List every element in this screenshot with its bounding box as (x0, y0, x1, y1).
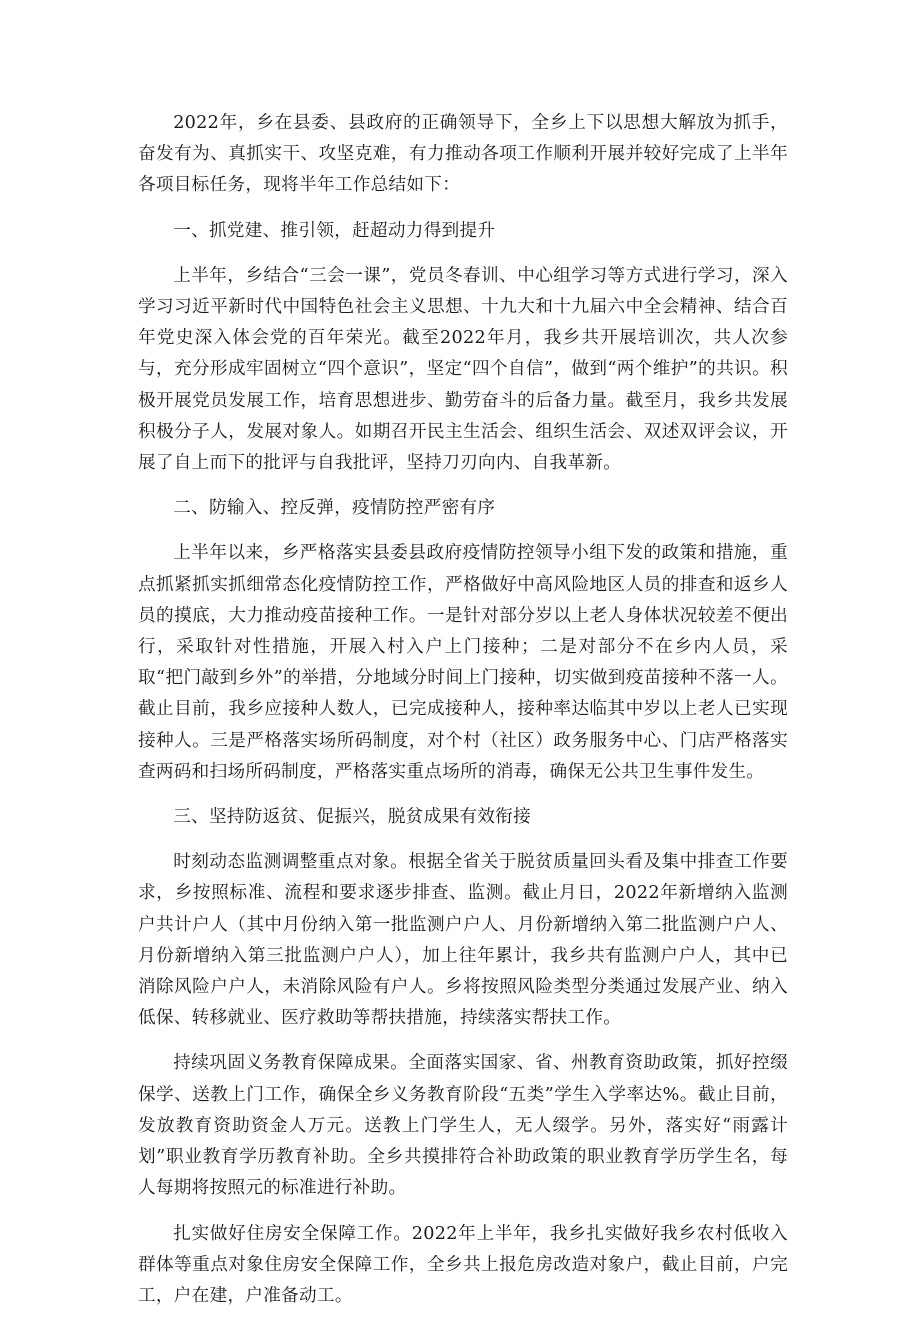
section-3-paragraph-1: 时刻动态监测调整重点对象。根据全省关于脱贫质量回头看及集中排查工作要求，乡按照标准、流程和要求逐步排查、监测。截止月日，2022年新增纳入监测户共计户人（其中月份纳入第一批监测户户人、月份新增纳入第二批监测户户人、月份新增纳入第三批监测户户人），加上往年累计，我乡共有监测户户人，其中已消除风险户户人，未消除风险有户人。乡将按照风险类型分类通过发展产业、纳入低保、转移就业、医疗救助等帮扶措施，持续落实帮扶工作。 (138, 852, 788, 1029)
document-page (138, 108, 788, 1326)
section-2-paragraph-1: 上半年以来，乡严格落实县委县政府疫情防控领导小组下发的政策和措施，重点抓紧抓实抓细常态化疫情防控工作，严格做好中高风险地区人员的排查和返乡人员的摸底，大力推动疫苗接种工作。一是针对部分岁以上老人身体状况较差不便出行，采取针对性措施，开展入村入户上门接种；二是对部分不在乡内人员，采取“把门敲到乡外”的举措，分地域分时间上门接种，切实做到疫苗接种不落一人。截止目前，我乡应接种人数人，已完成接种人，接种率达临其中岁以上老人已实现接种人。三是严格落实场所码制度，对个村（社区）政务服务中心、门店严格落实查两码和扫场所码制度，严格落实重点场所的消毒，确保无公共卫生事件发生。 (138, 543, 788, 782)
section-3-paragraph-2: 持续巩固义务教育保障成果。全面落实国家、省、州教育资助政策，抓好控缀保学、送教上门工作，确保全乡义务教育阶段“五类”学生入学率达%。截止目前，发放教育资助资金人万元。送教上门学生人，无人缀学。另外，落实好“雨露计划”职业教育学历教育补助。全乡共摸排符合补助政策的职业教育学历学生名，每人每期将按照元的标准进行补助。 (138, 1053, 788, 1199)
intro-paragraph: 2022年，乡在县委、县政府的正确领导下，全乡上下以思想大解放为抓手，奋发有为、真抓实干、攻坚克难，有力推动各项工作顺利开展并较好完成了上半年各项目标任务，现将半年工作总结如下： (138, 113, 788, 196)
section-1-heading: 一、抓党建、推引领，赶超动力得到提升 (173, 220, 496, 241)
section-3-heading: 三、坚持防返贫、促振兴，脱贫成果有效衔接 (173, 807, 532, 828)
section-2-heading: 二、防输入、控反弹，疫情防控严密有序 (173, 498, 496, 519)
section-1-paragraph-1: 上半年，乡结合“三会一课”，党员冬春训、中心组学习等方式进行学习，深入学习习近平新时代中国特色社会主义思想、十九大和十九届六中全会精神、结合百年党史深入体会党的百年荣光。截至2022年月，我乡共开展培训次，共人次参与，充分形成牢固树立“四个意识”，坚定“四个自信”，做到“两个维护”的共识。积极开展党员发展工作，培育思想进步、勤劳奋斗的后备力量。截至月，我乡共发展积极分子人，发展对象人。如期召开民主生活会、组织生活会、双述双评会议，开展了自上而下的批评与自我批评，坚持刀刃向内、自我革新。 (138, 265, 788, 474)
section-3-paragraph-3: 扎实做好住房安全保障工作。2022年上半年，我乡扎实做好我乡农村低收入群体等重点对象住房安全保障工作，全乡共上报危房改造对象户，截止目前，户完工，户在建，户准备动工。 (138, 1223, 788, 1306)
